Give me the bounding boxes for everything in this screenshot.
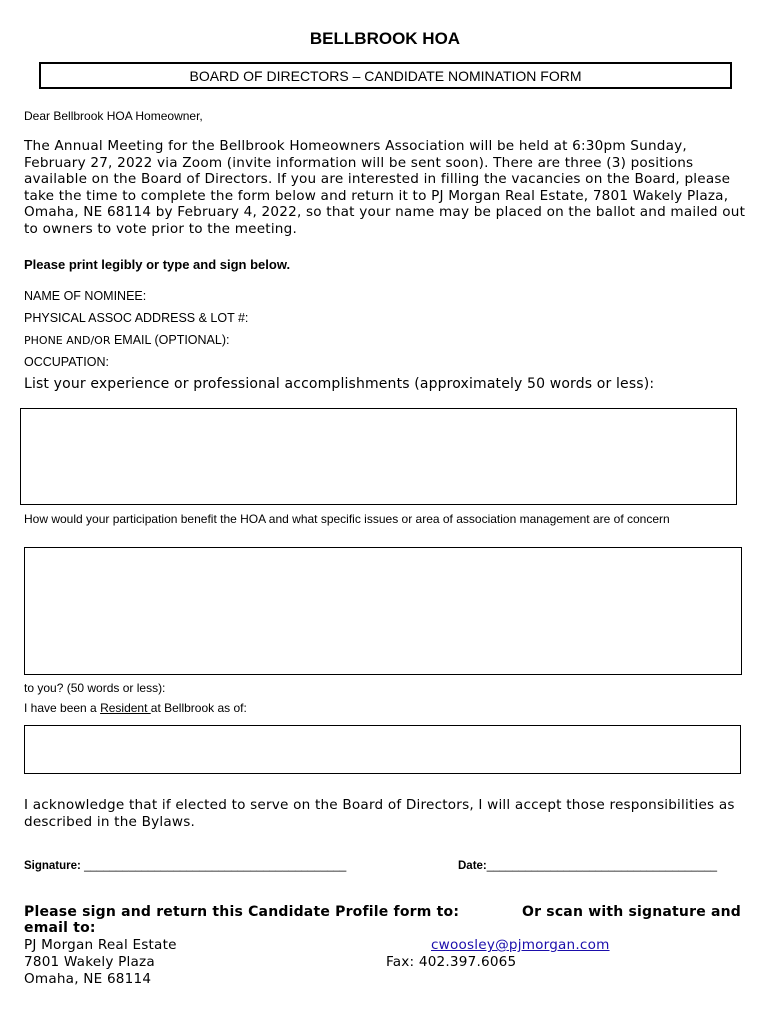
instruction-text: Please print legibly or type and sign below.	[24, 257, 291, 272]
intro-line: take the time to complete the form below and return it to PJ Morgan Real Estate, 7801 Wakely Plaza,	[24, 187, 729, 204]
intro-line: February 27, 2022 via Zoom (invite information will be sent soon). There are three (3) positions	[24, 154, 694, 171]
intro-paragraph	[24, 138, 754, 238]
experience-answer-box[interactable]	[20, 408, 737, 505]
form-subtitle: BOARD OF DIRECTORS – CANDIDATE NOMINATION FORM	[39, 62, 732, 89]
date-line: ____________________________________	[486, 860, 718, 872]
scan-heading: Or scan with signature and	[522, 904, 742, 920]
experience-prompt: List your experience or professional accomplishments (approximately 50 words or less):	[24, 376, 655, 392]
resident-since-label	[24, 701, 247, 715]
benefit-prompt: How would your participation benefit the HOA and what specific issues or area of association management are of concern	[24, 512, 670, 526]
signature-label: Signature:	[24, 860, 85, 872]
intro-line: Omaha, NE 68114 by February 4, 2022, so that your name may be placed on the ballot and mailed out	[24, 204, 746, 221]
fax-number: Fax: 402.397.6065	[386, 954, 517, 970]
resident-prefix: I have been a	[24, 701, 101, 715]
intro-line: to owners to vote prior to the meeting.	[24, 220, 297, 237]
nominee-name-label: NAME OF NOMINEE:	[24, 289, 147, 303]
return-city: Omaha, NE 68114	[24, 971, 152, 987]
scan-heading-continued: email to:	[24, 920, 96, 936]
return-company: PJ Morgan Real Estate	[24, 937, 177, 953]
return-heading: Please sign and return this Candidate Profile form to:	[24, 904, 460, 920]
return-street: 7801 Wakely Plaza	[24, 954, 155, 970]
phone-label-prefix: PHONE AND/OR	[24, 334, 111, 347]
date-label: Date:	[458, 860, 487, 872]
phone-email-label	[24, 333, 230, 347]
resident-underlined: Resident	[100, 701, 151, 715]
signature-field[interactable]	[24, 860, 346, 872]
occupation-label: OCCUPATION:	[24, 355, 109, 369]
ack-line: I acknowledge that if elected to serve on the Board of Directors, I will accept those responsibilities as	[24, 797, 735, 813]
signature-line: _________________________________________	[84, 860, 347, 872]
resident-suffix: at Bellbrook as of:	[150, 701, 247, 715]
phone-label-suffix: EMAIL (OPTIONAL):	[110, 333, 230, 347]
email-link[interactable]: cwoosley@pjmorgan.com	[431, 937, 610, 953]
intro-line: The Annual Meeting for the Bellbrook Homeowners Association will be held at 6:30pm Sunday,	[24, 138, 687, 154]
acknowledgement-paragraph	[24, 797, 744, 831]
intro-line: available on the Board of Directors. If you are interested in filling the vacancies on the Board, please	[24, 171, 731, 188]
form-title: BELLBROOK HOA	[309, 29, 461, 48]
benefit-answer-box[interactable]	[24, 547, 742, 675]
benefit-prompt-continued: to you? (50 words or less):	[24, 681, 166, 695]
greeting: Dear Bellbrook HOA Homeowner,	[24, 109, 203, 123]
ack-line: described in the Bylaws.	[24, 814, 195, 830]
date-field[interactable]	[458, 860, 717, 872]
address-lot-label: PHYSICAL ASSOC ADDRESS & LOT #:	[24, 311, 249, 325]
resident-date-box[interactable]	[24, 725, 741, 774]
